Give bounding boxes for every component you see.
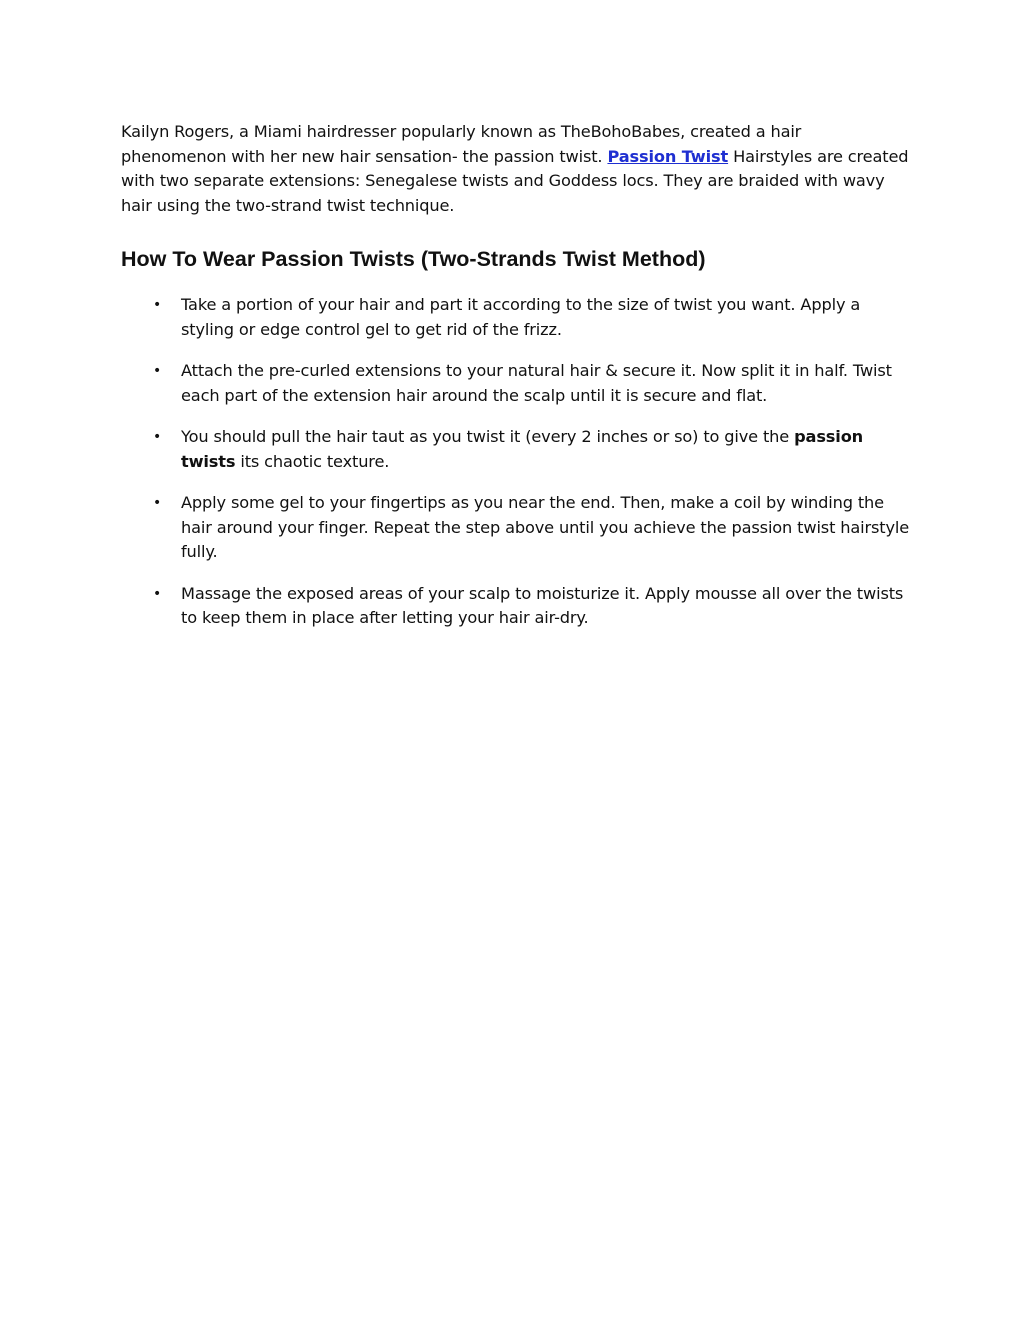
intro-text-after-link: Hairstyles are created with two separate extensions: Senegalese twists and Goddess locs. They are braided with wavy hair using the two-strand twist technique. [121,146,909,215]
step-text: Take a portion of your hair and part it according to the size of twist you want. Apply a styling or edge control gel to get rid of the frizz. [181,295,861,339]
list-item [0,491,911,565]
bullet-icon: • [153,363,162,379]
section-heading: How To Wear Passion Twists (Two-Strands Twist Method) [121,247,706,271]
bullet-icon: • [153,429,162,445]
bullet-icon: • [153,297,162,313]
step-text: Attach the pre-curled extensions to your natural hair & secure it. Now split it in half. Twist each part of the extension hair around the scalp until it is secure and flat. [181,361,892,405]
step-text: Apply some gel to your fingertips as you near the end. Then, make a coil by winding the hair around your finger. Repeat the step above until you achieve the passion twist hairstyle fully. [181,493,910,561]
list-item [0,425,911,474]
passion-twist-link[interactable]: Passion Twist [607,146,729,166]
bullet-icon: • [153,585,162,602]
steps-list [0,293,1024,648]
step-text: Massage the exposed areas of your scalp to moisturize it. Apply mousse all over the twists to keep them in place after letting your hair air-dry. [181,583,904,627]
bullet-icon: • [153,495,162,511]
intro-text-before-link: Kailyn Rogers, a Miami hairdresser popularly known as TheBohoBabes, created a hair phenomenon with her new hair sensation- the passion twist. [121,122,802,166]
intro-paragraph [121,120,911,218]
step-text-before-bold: You should pull the hair taut as you twist it (every 2 inches or so) to give the [181,427,795,446]
step-text-after-bold: its chaotic texture. [235,451,390,471]
list-item [0,293,911,342]
list-item [0,582,911,631]
step-bold-text: passion twists [181,427,864,471]
list-item [0,359,911,408]
